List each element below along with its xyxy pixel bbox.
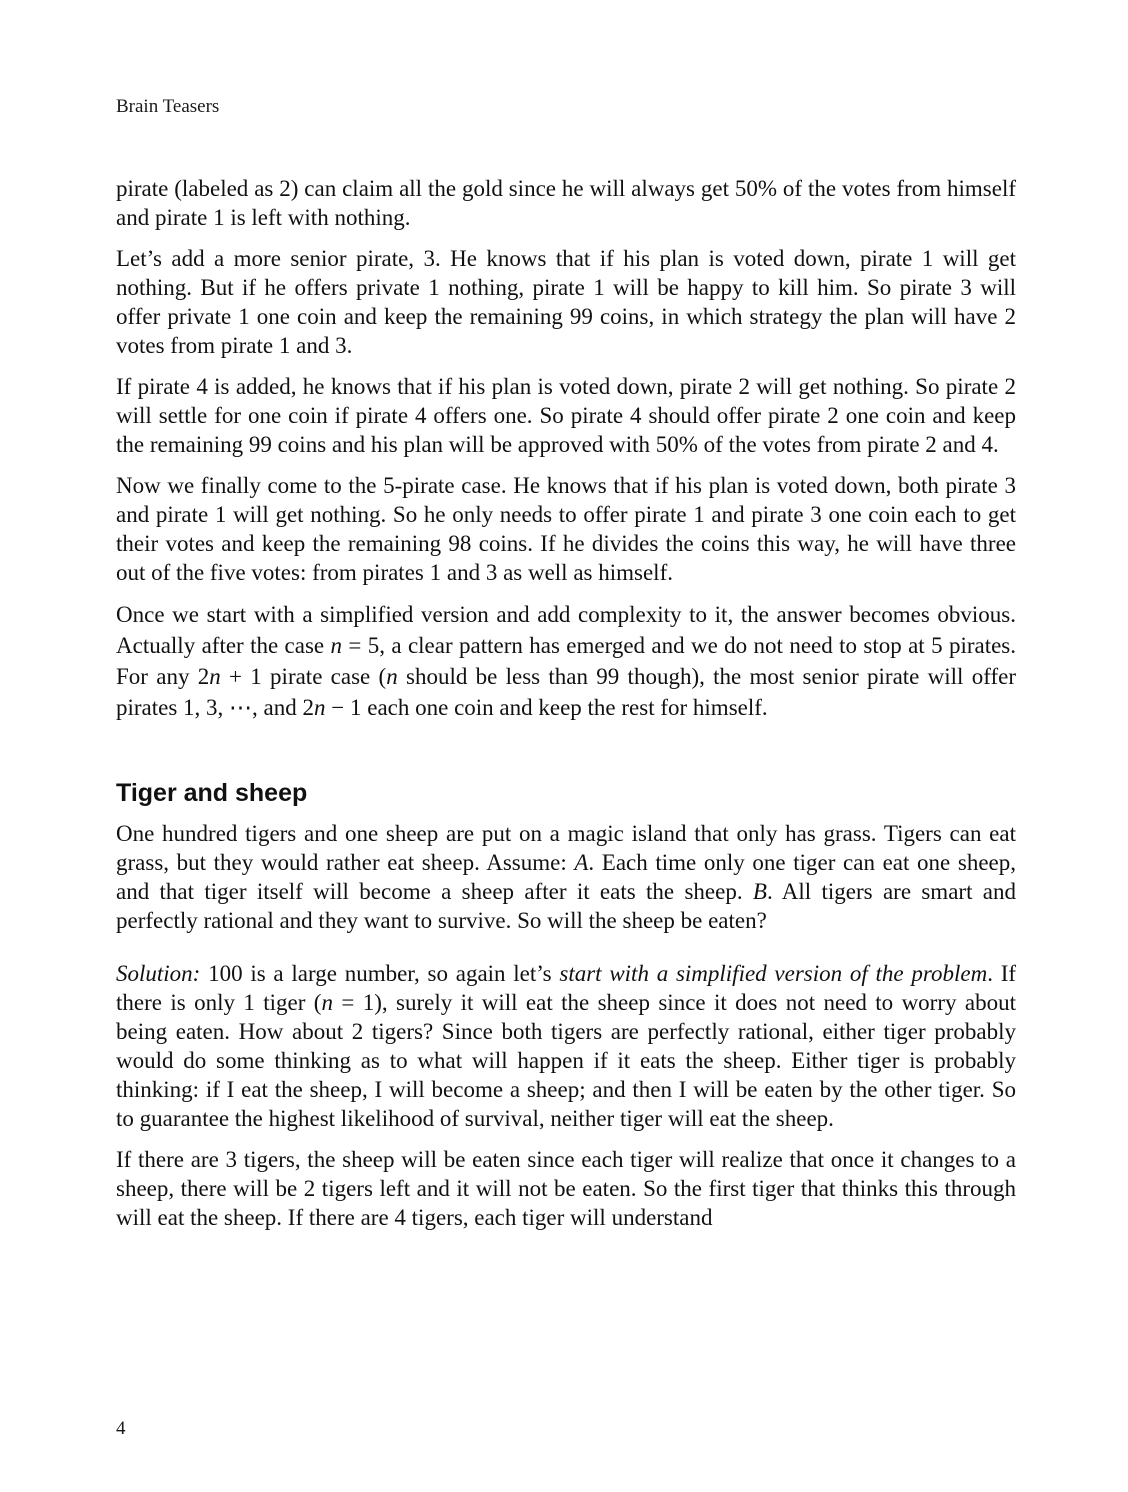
pirate-paragraph-5 xyxy=(116,599,1016,723)
text-segment: One hundred tigers and one sheep are put on a magic island that only has grass. Tigers can eat grass, but they would rather eat sheep. Assume: xyxy=(116,821,1016,875)
math-variable: n xyxy=(321,990,333,1015)
assumption-label-a: A xyxy=(574,850,589,875)
running-head: Brain Teasers xyxy=(116,96,220,117)
pirate-paragraph-2: Let’s add a more senior pirate, 3. He knows that if his plan is voted down, pirate 1 will get nothing. But if he offers private 1 nothing, pirate 1 will be happy to kill him. So pirate 3 will offer private 1 one coin and keep the remaining 99 coins, in which strategy the plan will have 2 votes from pirate 1 and 3. xyxy=(116,246,1016,358)
pirate-paragraph-4: Now we finally come to the 5-pirate case. He knows that if his plan is voted down, both pirate 3 and pirate 1 will get nothing. So he only needs to offer pirate 1 and pirate 3 one coin each to get their votes and keep the remaining 98 coins. If he divides the coins this way, he will have three out of the five votes: from pirates 1 and 3 as well as himself. xyxy=(116,473,1016,585)
page-body xyxy=(116,174,1016,1244)
page-number: 4 xyxy=(116,1418,126,1439)
solution-label: Solution: xyxy=(116,961,201,986)
assumption-label-b: B xyxy=(752,879,767,904)
math-variable: n xyxy=(386,664,398,689)
tiger-three-paragraph: If there are 3 tigers, the sheep will be eaten since each tiger will realize that once it changes to a sheep, there will be 2 tigers left and it will not be eaten. So the first tiger that thinks this through will eat the sheep. If there are 4 tigers, each tiger will understand xyxy=(116,1147,1016,1230)
math-variable: n xyxy=(330,633,343,658)
text-segment: Once we start with a simplified version and add complexity to it, the answer becomes obvious. Actually after the case xyxy=(116,602,1016,658)
text-segment: . All tigers are smart and perfectly rational and they want to survive. So will the sheep be eaten? xyxy=(116,879,1016,933)
pirate-paragraph-3: If pirate 4 is added, he knows that if his plan is voted down, pirate 2 will get nothing. So pirate 2 will settle for one coin if pirate 4 offers one. So pirate 4 should offer pirate 2 one coin and keep the remaining 99 coins and his plan will be approved with 50% of the votes from pirate 2 and 4. xyxy=(116,374,1016,457)
math-variable: n xyxy=(209,664,221,689)
text-segment: . If there is only 1 tiger ( xyxy=(116,961,1017,1015)
text-segment: 100 is a large number, so again let’s xyxy=(200,961,560,986)
text-segment: . Each time only one tiger can eat one sheep, and that tiger itself will become a sheep after it eats the sheep. xyxy=(116,850,1016,904)
math-variable: n xyxy=(314,695,326,720)
tiger-problem-paragraph xyxy=(116,819,1016,935)
text-segment: = 5, a clear pattern has emerged and we do not need to stop at 5 pirates. For any 2 xyxy=(116,633,1017,689)
text-segment: = 1), surely it will eat the sheep since it does not need to worry about being eaten. How about 2 tigers? Since both tigers are perfectly rational, either tiger probably would do some thinking as to what will happen if it eats the sheep. Either tiger is probably thinking: if I eat the sheep, I will become a sheep; and then I will be eaten by the other tiger. So to guarantee the highest likelihood of survival, neither tiger will eat the sheep. xyxy=(116,990,1016,1131)
section-title: Tiger and sheep xyxy=(116,779,308,807)
pirate-paragraph-1: pirate (labeled as 2) can claim all the gold since he will always get 50% of the votes from himself and pirate 1 is left with nothing. xyxy=(116,176,1016,230)
text-segment: + 1 pirate case ( xyxy=(220,664,387,689)
emphasis-text: start with a simplified version of the problem xyxy=(559,961,988,986)
tiger-solution-paragraph xyxy=(116,959,1016,1133)
text-segment: − 1 each one coin and keep the rest for himself. xyxy=(325,695,768,720)
text-segment: should be less than 99 though), the most senior pirate will offer pirates 1, 3, ⋯, and 2 xyxy=(116,664,1016,720)
